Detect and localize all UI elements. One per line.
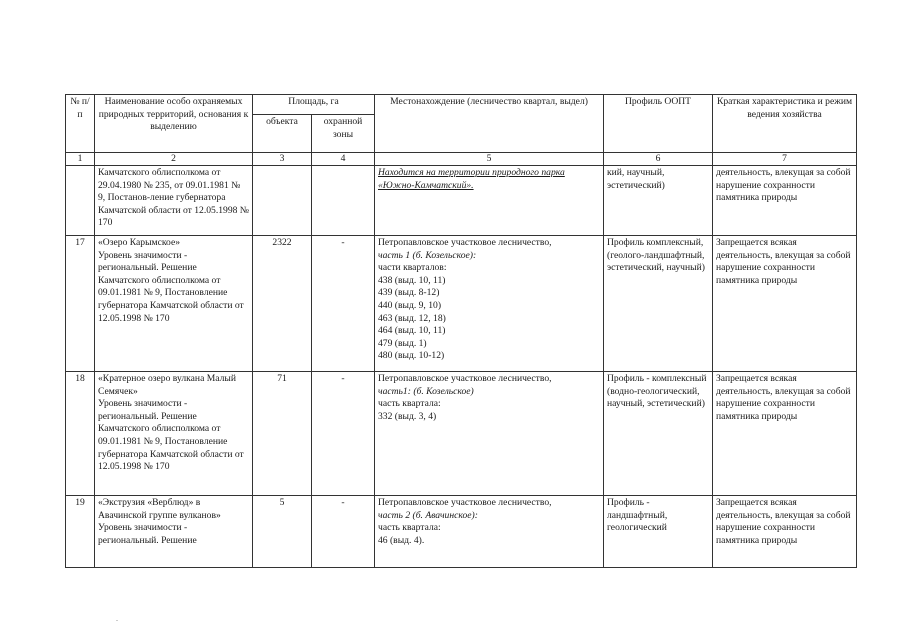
col-number: 4 xyxy=(312,153,375,166)
area-zone-ha: - xyxy=(312,236,375,372)
header-name: Наименование особо охраняемых природных территорий, основания к выделению xyxy=(95,95,253,153)
col-number: 7 xyxy=(713,153,857,166)
location-line: часть квартала: xyxy=(378,398,441,410)
regime: Запрещается всякая деятельность, влекущая за собой нарушение сохранности памятника природы xyxy=(713,372,857,496)
header-profile: Профиль ООПТ xyxy=(604,95,713,153)
location-line: 480 (выд. 10-12) xyxy=(378,350,445,362)
location xyxy=(375,496,604,568)
area-object-ha: 5 xyxy=(253,496,312,568)
area-zone-ha: - xyxy=(312,372,375,496)
col-number: 6 xyxy=(604,153,713,166)
area-name: «Озеро Карымское» Уровень значимости - региональный. Решение Камчатского облисполкома от 09.01.1981 № 9, Постановление губернатора Камчатской области от 12.05.1998 № 170 xyxy=(95,236,253,372)
row-number: 19 xyxy=(66,496,95,568)
area-object-ha: 71 xyxy=(253,372,312,496)
scan-speck xyxy=(116,620,118,621)
header-area-zone: охранной зоны xyxy=(312,115,375,153)
area-object-ha xyxy=(253,166,312,236)
profile: кий, научный, эстетический) xyxy=(604,166,713,236)
area-zone-ha xyxy=(312,166,375,236)
area-object-ha: 2322 xyxy=(253,236,312,372)
location-head: Петропавловское участковое лесничество, xyxy=(378,497,552,508)
location-head: Петропавловское участковое лесничество, xyxy=(378,237,552,248)
header-row xyxy=(66,95,857,115)
table-row xyxy=(66,372,857,496)
location-line: 463 (выд. 12, 18) xyxy=(378,312,446,324)
row-number: 17 xyxy=(66,236,95,372)
location xyxy=(375,236,604,372)
column-number-row xyxy=(66,153,857,166)
col-number: 2 xyxy=(95,153,253,166)
location-line: Находится на территории природного парка «Южно-Камчатский». xyxy=(378,167,565,191)
area-zone-ha: - xyxy=(312,496,375,568)
area-name: «Кратерное озеро вулкана Малый Семячек» Уровень значимости - региональный. Решение Камчатского облисполкома от 09.01.1981 № 9, Постановление губернатора Камчатской области от 12.05.1998 № 170 xyxy=(95,372,253,496)
header-regime: Краткая характеристика и режим ведения хозяйства xyxy=(713,95,857,153)
header-location: Местонахождение (лесничество квартал, выдел) xyxy=(375,95,604,153)
location-line: часть квартала: xyxy=(378,522,441,534)
profile: Профиль комплексный, (геолого-ландшафтный, эстетический, научный) xyxy=(604,236,713,372)
regime: Запрещается всякая деятельность, влекущая за собой нарушение сохранности памятника природы xyxy=(713,236,857,372)
profile: Профиль - комплексный (водно-геологический, научный, эстетический) xyxy=(604,372,713,496)
location-line: 46 (выд. 4). xyxy=(378,534,425,546)
location-part: часть 2 (б. Авачинское): xyxy=(378,509,478,521)
location-head: Петропавловское участковое лесничество, xyxy=(378,373,552,384)
location-line: 464 (выд. 10, 11) xyxy=(378,325,446,337)
table-row xyxy=(66,166,857,236)
table-row xyxy=(66,236,857,372)
col-number: 3 xyxy=(253,153,312,166)
location-part: часть 1 (б. Козельское): xyxy=(378,249,477,261)
location-line: 332 (выд. 3, 4) xyxy=(378,410,437,422)
col-number: 1 xyxy=(66,153,95,166)
regime: Запрещается всякая деятельность, влекущая за собой нарушение сохранности памятника природы xyxy=(713,496,857,568)
area-name: Камчатского облисполкома от 29.04.1980 № 235, от 09.01.1981 № 9, Постанов-ление губернатора Камчатской области от 12.05.1998 № 170 xyxy=(95,166,253,236)
row-number: 18 xyxy=(66,372,95,496)
protected-areas-table xyxy=(65,94,857,568)
location xyxy=(375,372,604,496)
location-line: 439 (выд. 8-12) xyxy=(378,287,440,299)
location-part: часть1: (б. Козельское) xyxy=(378,385,474,397)
header-num: № п/п xyxy=(66,95,95,153)
location-line: 438 (выд. 10, 11) xyxy=(378,274,446,286)
header-area-object: объекта xyxy=(253,115,312,153)
profile: Профиль - ландшафтный, геологический xyxy=(604,496,713,568)
col-number: 5 xyxy=(375,153,604,166)
location-line: 479 (выд. 1) xyxy=(378,337,427,349)
location xyxy=(375,166,604,236)
table-row xyxy=(66,496,857,568)
location-line: 440 (выд. 9, 10) xyxy=(378,299,442,311)
regime: деятельность, влекущая за собой нарушение сохранности памятника природы xyxy=(713,166,857,236)
area-name: «Экструзия «Верблюд» в Авачинской группе вулканов» Уровень значимости - региональный. Решение xyxy=(95,496,253,568)
row-number xyxy=(66,166,95,236)
location-line: части кварталов: xyxy=(378,262,447,274)
header-area: Площадь, га xyxy=(253,95,375,115)
